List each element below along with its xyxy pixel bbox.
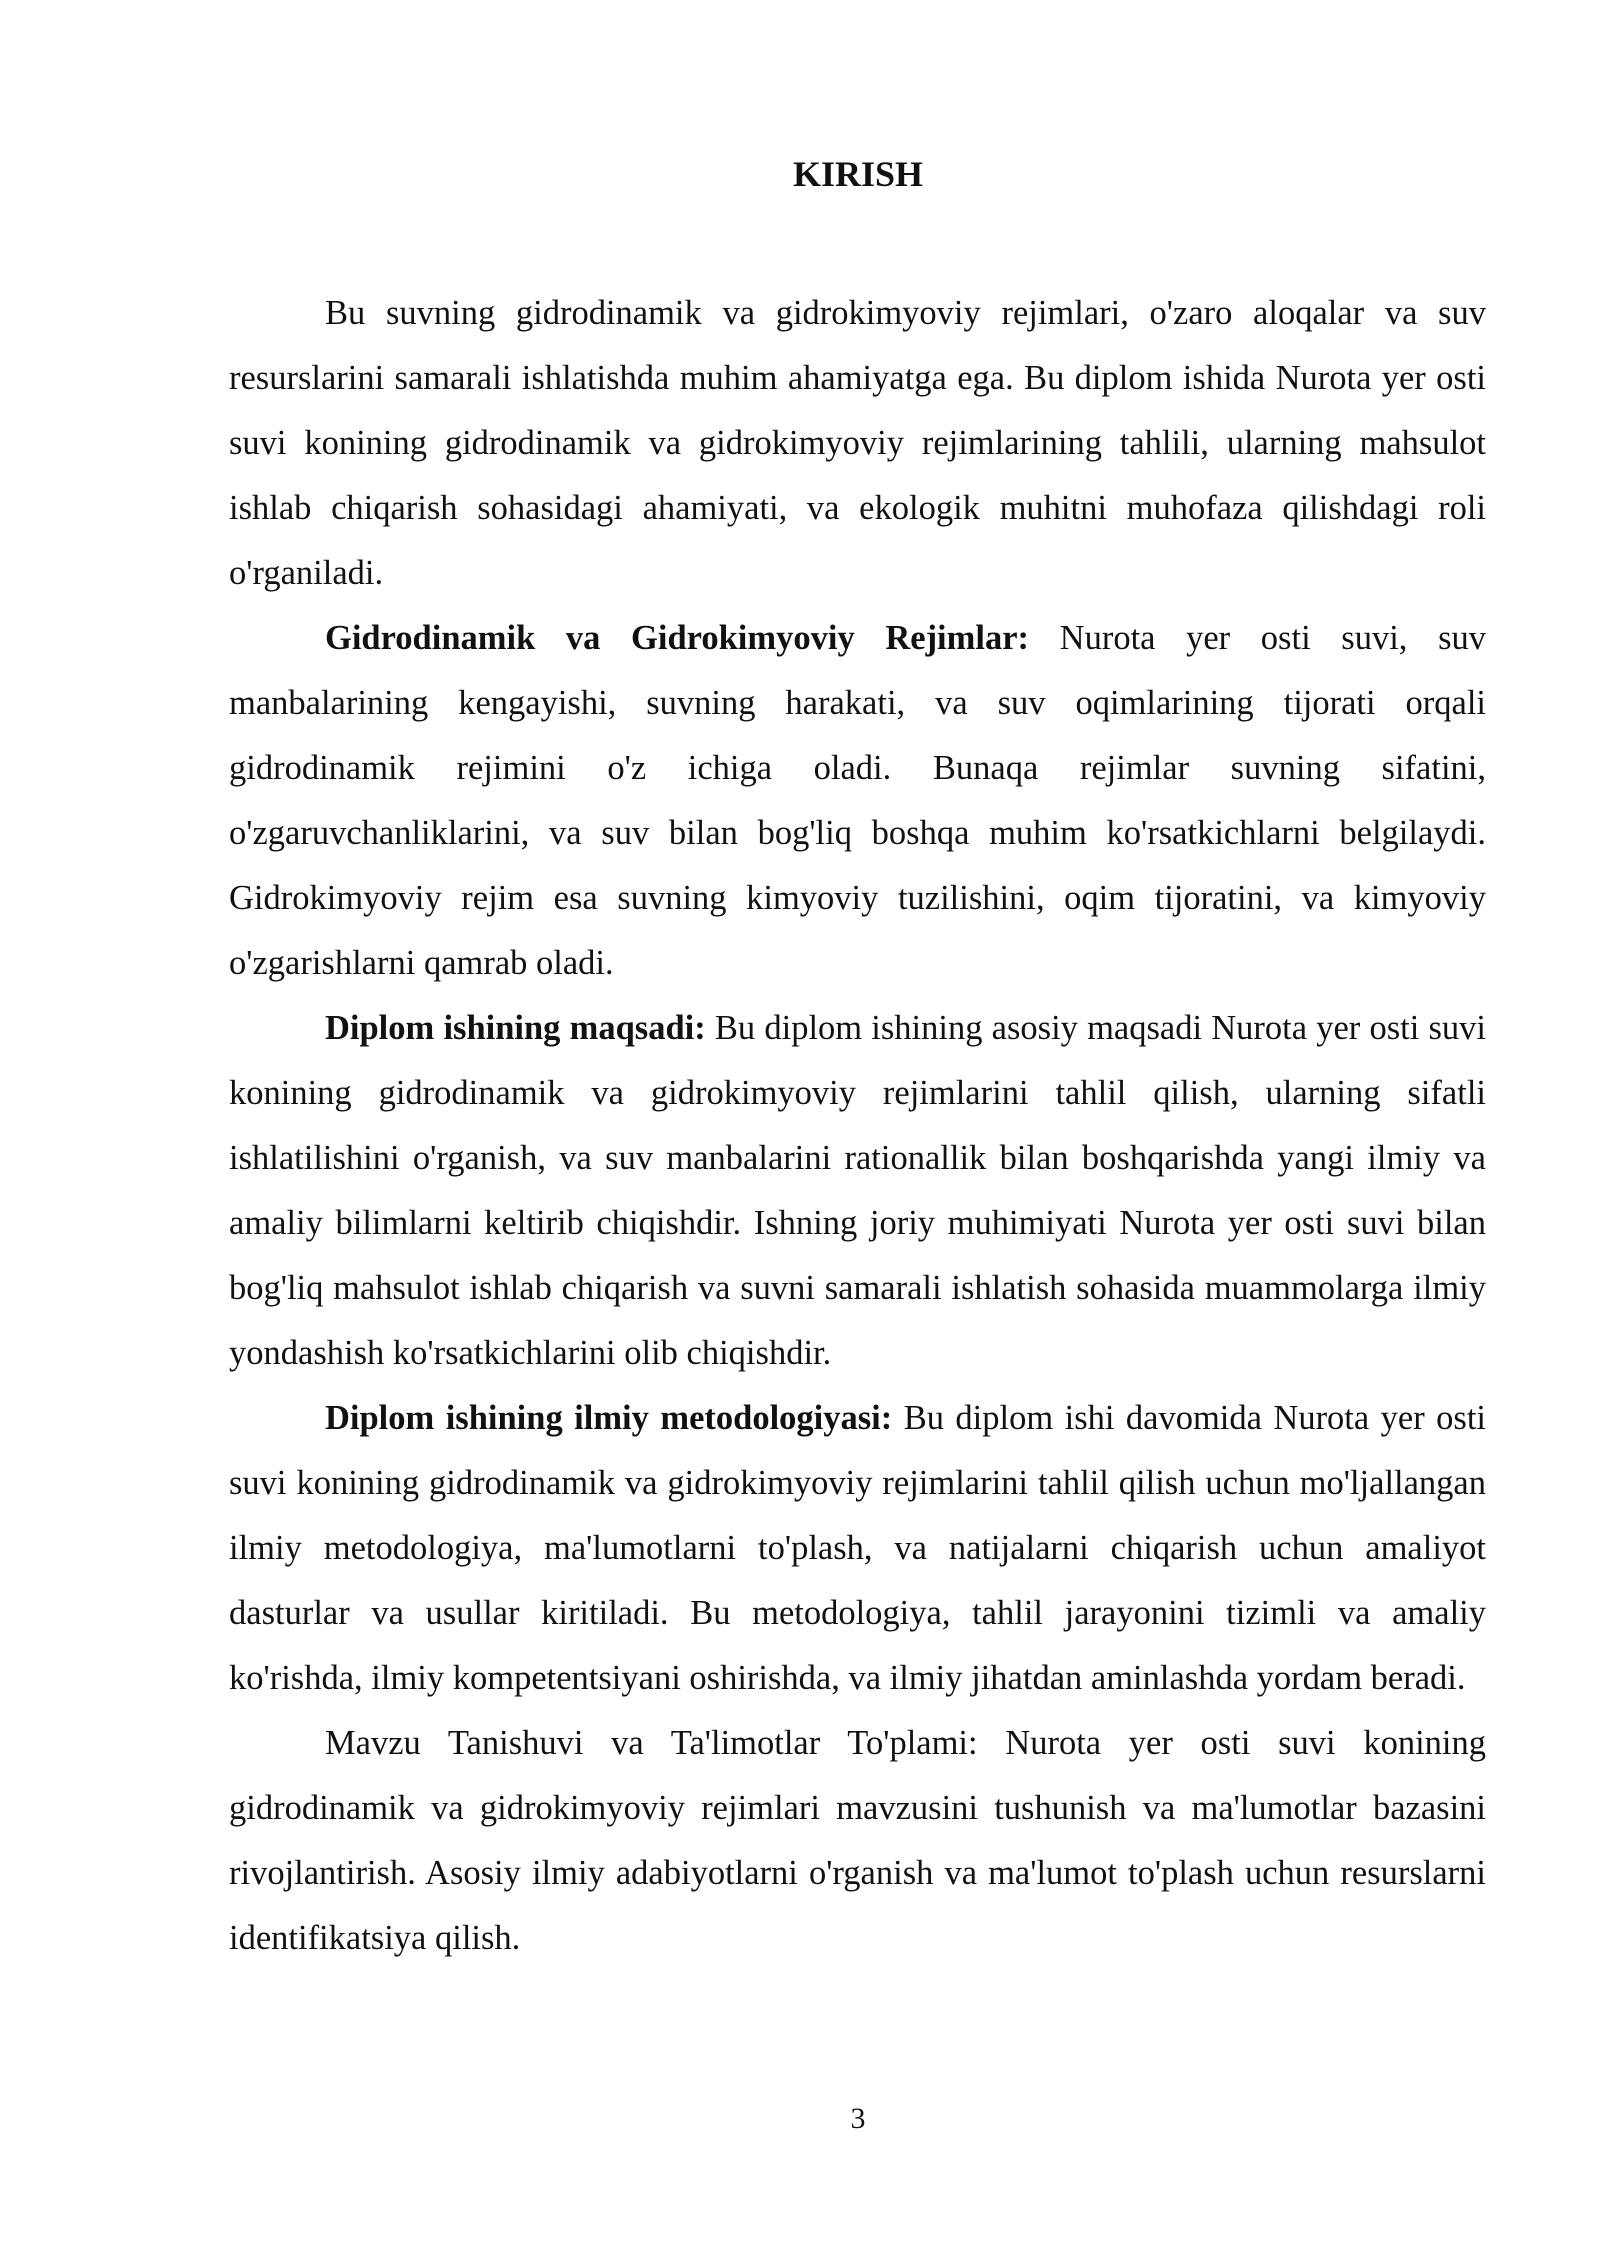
page-title: KIRISH — [792, 154, 924, 194]
paragraph-goal — [229, 996, 1486, 1386]
paragraph-text: Mavzu Tanishuvi va Ta'limotlar To'plami: Nurota yer osti suvi konining gidrodinamik va gidrokimyoviy rejimlari mavzusini tushunish va ma'lumotlar bazasini rivojlantirish. Asosiy ilmiy adabiyotlarni o'rganish va ma'lumot to'plash uchun resurslarni identifikatsiya qilish. — [229, 1724, 1486, 1957]
paragraph-methodology — [229, 1386, 1486, 1711]
paragraph-lead: Gidrodinamik va Gidrokimyoviy Rejimlar: — [325, 619, 1030, 657]
paragraph-regimes — [229, 606, 1486, 996]
paragraph-text: Nurota yer osti suvi, suv manbalarining kengayishi, suvning harakati, va suv oqimlarining tijorati orqali gidrodinamik rejimini o'z ichiga oladi. Bunaqa rejimlar suvning sifatini, o'zgaruvchanliklarini, va suv bilan bog'liq boshqa muhim ko'rsatkichlarni belgilaydi. Gidrokimyoviy rejim esa suvning kimyoviy tuzilishini, oqim tijoratini, va kimyoviy o'zgarishlarni qamrab oladi. — [229, 619, 1487, 982]
paragraph-text: Bu suvning gidrodinamik va gidrokimyoviy rejimlari, o'zaro aloqalar va suv resurslarini samarali ishlatishda muhim ahamiyatga ega. Bu diplom ishida Nurota yer osti suvi konining gidrodinamik va gidrokimyoviy rejimlarining tahlili, ularning mahsulot ishlab chiqarish sohasidagi ahamiyati, va ekologik muhitni muhofaza qilishdagi roli o'rganiladi. — [229, 294, 1486, 592]
paragraph-lead: Diplom ishining maqsadi: — [325, 1009, 706, 1047]
document-body — [229, 281, 1486, 1971]
paragraph-topic — [229, 1711, 1486, 1971]
paragraph-text: Bu diplom ishining asosiy maqsadi Nurota yer osti suvi konining gidrodinamik va gidrokimyoviy rejimlarini tahlil qilish, ularning sifatli ishlatilishini o'rganish, va suv manbalarini rationallik bilan boshqarishda yangi ilmiy va amaliy bilimlarni keltirib chiqishdir. Ishning joriy muhimiyati Nurota yer osti suvi bilan bog'liq mahsulot ishlab chiqarish va suvni samarali ishlatish sohasida muammolarga ilmiy yondashish ko'rsatkichlarini olib chiqishdir. — [229, 1009, 1486, 1372]
paragraph-intro — [229, 281, 1486, 606]
page-number: 3 — [850, 2102, 866, 2135]
paragraph-lead: Diplom ishining ilmiy metodologiyasi: — [325, 1399, 893, 1437]
paragraph-text: Bu diplom ishi davomida Nurota yer osti suvi konining gidrodinamik va gidrokimyoviy rejimlarini tahlil qilish uchun mo'ljallangan ilmiy metodologiya, ma'lumotlarni to'plash, va natijalarni chiqarish uchun amaliyot dasturlar va usullar kiritiladi. Bu metodologiya, tahlil jarayonini tizimli va amaliy ko'rishda, ilmiy kompetentsiyani oshirishda, va ilmiy jihatdan aminlashda yordam beradi. — [229, 1399, 1486, 1697]
